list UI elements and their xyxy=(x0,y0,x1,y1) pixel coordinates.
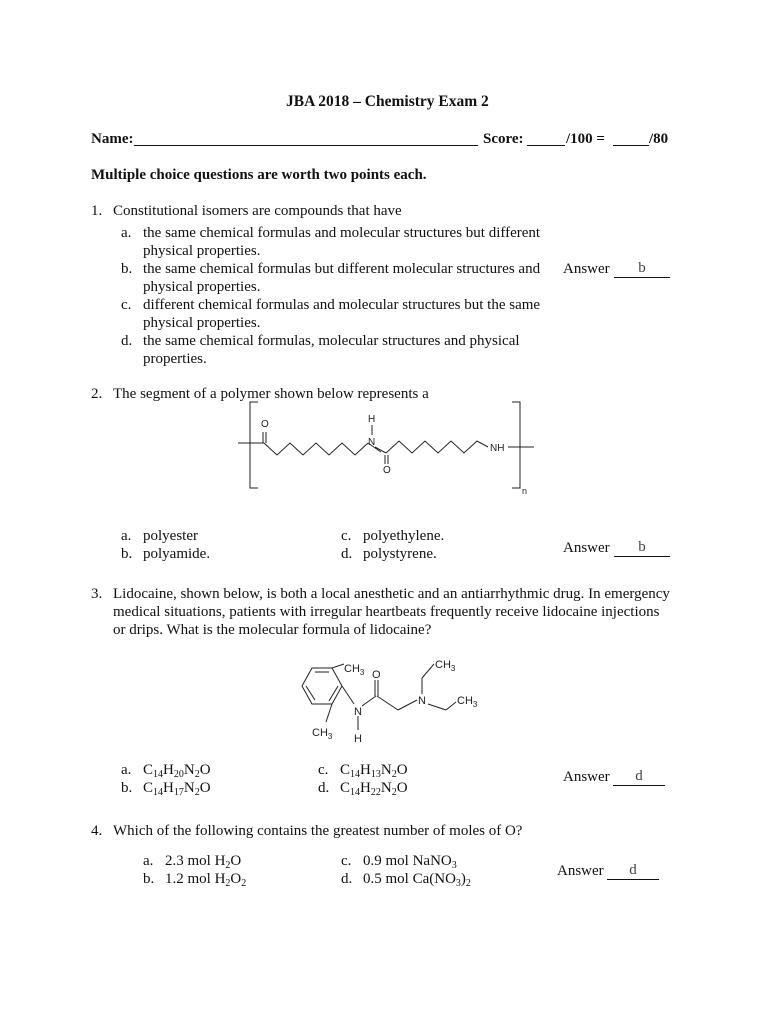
score-blank-80[interactable] xyxy=(613,145,649,146)
formula-option: $C_{14}H_{20}N_2O$ xyxy=(143,762,211,780)
question-text: Which of the following contains the greatest number of moles of O? xyxy=(113,823,523,839)
question-number: 4. xyxy=(91,823,103,839)
hydrogen-label: H xyxy=(368,414,376,425)
answer-field[interactable]: b xyxy=(614,259,670,278)
methyl-label: $CH_3$ xyxy=(435,659,456,673)
option-text: properties. xyxy=(143,351,207,367)
oxygen-label: O xyxy=(383,465,391,476)
option-letter: a. xyxy=(143,853,154,869)
option-text: physical properties. xyxy=(143,315,261,331)
formula-option: $C_{14}H_{13}N_2O$ xyxy=(340,762,408,780)
score-label: Score: xyxy=(483,131,524,147)
option-text: polyamide. xyxy=(143,546,211,562)
option-letter: a. xyxy=(121,225,132,241)
score-blank-100[interactable] xyxy=(527,145,565,146)
formula-option: $C_{14}H_{22}N_2O$ xyxy=(340,780,408,798)
option-letter: a. xyxy=(121,762,132,778)
answer-label: Answer xyxy=(563,769,610,785)
answer-field[interactable]: d xyxy=(613,767,665,786)
repeat-subscript: n xyxy=(522,486,528,496)
option-text: polyethylene. xyxy=(363,528,445,544)
question-number: 3. xyxy=(91,586,103,602)
methyl-label: $CH_3$ xyxy=(457,695,478,709)
option-text: polystyrene. xyxy=(363,546,437,562)
nitrogen-label: N xyxy=(368,437,376,448)
question-text: The segment of a polymer shown below represents a xyxy=(113,386,429,402)
answer-label: Answer xyxy=(563,540,610,556)
methyl-label: $CH_3$ xyxy=(344,663,365,677)
name-blank[interactable] xyxy=(134,145,478,146)
lidocaine-structure xyxy=(282,648,502,748)
option-letter: d. xyxy=(318,780,330,796)
option-text: 0.5 mol $Ca(NO_3)_2$ xyxy=(363,871,471,889)
question-number: 1. xyxy=(91,203,103,219)
question-text: or drips. What is the molecular formula of lidocaine? xyxy=(113,622,432,638)
option-letter: d. xyxy=(121,333,133,349)
name-label: Name: xyxy=(91,131,134,147)
answer-field[interactable]: b xyxy=(614,538,670,557)
answer-field[interactable]: d xyxy=(607,861,659,880)
methyl-label: $CH_3$ xyxy=(312,727,333,741)
option-letter: a. xyxy=(121,528,132,544)
option-letter: c. xyxy=(341,853,352,869)
nh-label: NH xyxy=(490,443,505,454)
amide-nitrogen-label: N xyxy=(354,706,362,718)
score-total-100: /100 = xyxy=(566,131,605,147)
polyamide-structure xyxy=(232,396,542,500)
option-letter: c. xyxy=(121,297,132,313)
option-text: different chemical formulas and molecular structures but the same xyxy=(143,297,541,313)
option-letter: c. xyxy=(341,528,352,544)
page-title: JBA 2018 – Chemistry Exam 2 xyxy=(286,93,489,110)
option-letter: b. xyxy=(143,871,155,887)
question-text: Constitutional isomers are compounds that have xyxy=(113,203,402,219)
option-text: the same chemical formulas but different molecular structures and xyxy=(143,261,541,277)
option-text: 2.3 mol $H_2O$ xyxy=(165,853,242,871)
question-number: 2. xyxy=(91,386,103,402)
formula-option: $C_{14}H_{17}N_2O$ xyxy=(143,780,211,798)
option-text: the same chemical formulas and molecular structures but different xyxy=(143,225,541,241)
option-text: 0.9 mol NaNO$_3$ xyxy=(363,853,457,871)
oxygen-label: O xyxy=(261,419,269,430)
amide-hydrogen-label: H xyxy=(354,733,362,745)
score-total-80: /80 xyxy=(649,131,669,147)
option-text: the same chemical formulas, molecular structures and physical xyxy=(143,333,520,349)
option-letter: c. xyxy=(318,762,329,778)
option-letter: d. xyxy=(341,871,353,887)
answer-label: Answer xyxy=(563,261,610,277)
answer-label: Answer xyxy=(557,863,604,879)
option-letter: b. xyxy=(121,261,133,277)
option-letter: d. xyxy=(341,546,353,562)
option-letter: b. xyxy=(121,546,133,562)
option-text: polyester xyxy=(143,528,198,544)
option-text: 1.2 mol $H_2O_2$ xyxy=(165,871,247,889)
question-text: medical situations, patients with irregular heartbeats frequently receive lidocaine injections xyxy=(113,604,660,620)
question-text: Lidocaine, shown below, is both a local anesthetic and an antiarrhythmic drug. In emergency xyxy=(113,586,670,602)
option-letter: b. xyxy=(121,780,133,796)
oxygen-label: O xyxy=(372,669,381,681)
instructions: Multiple choice questions are worth two points each. xyxy=(91,167,427,183)
option-text: physical properties. xyxy=(143,279,261,295)
option-text: physical properties. xyxy=(143,243,261,259)
amine-nitrogen-label: N xyxy=(418,695,426,707)
